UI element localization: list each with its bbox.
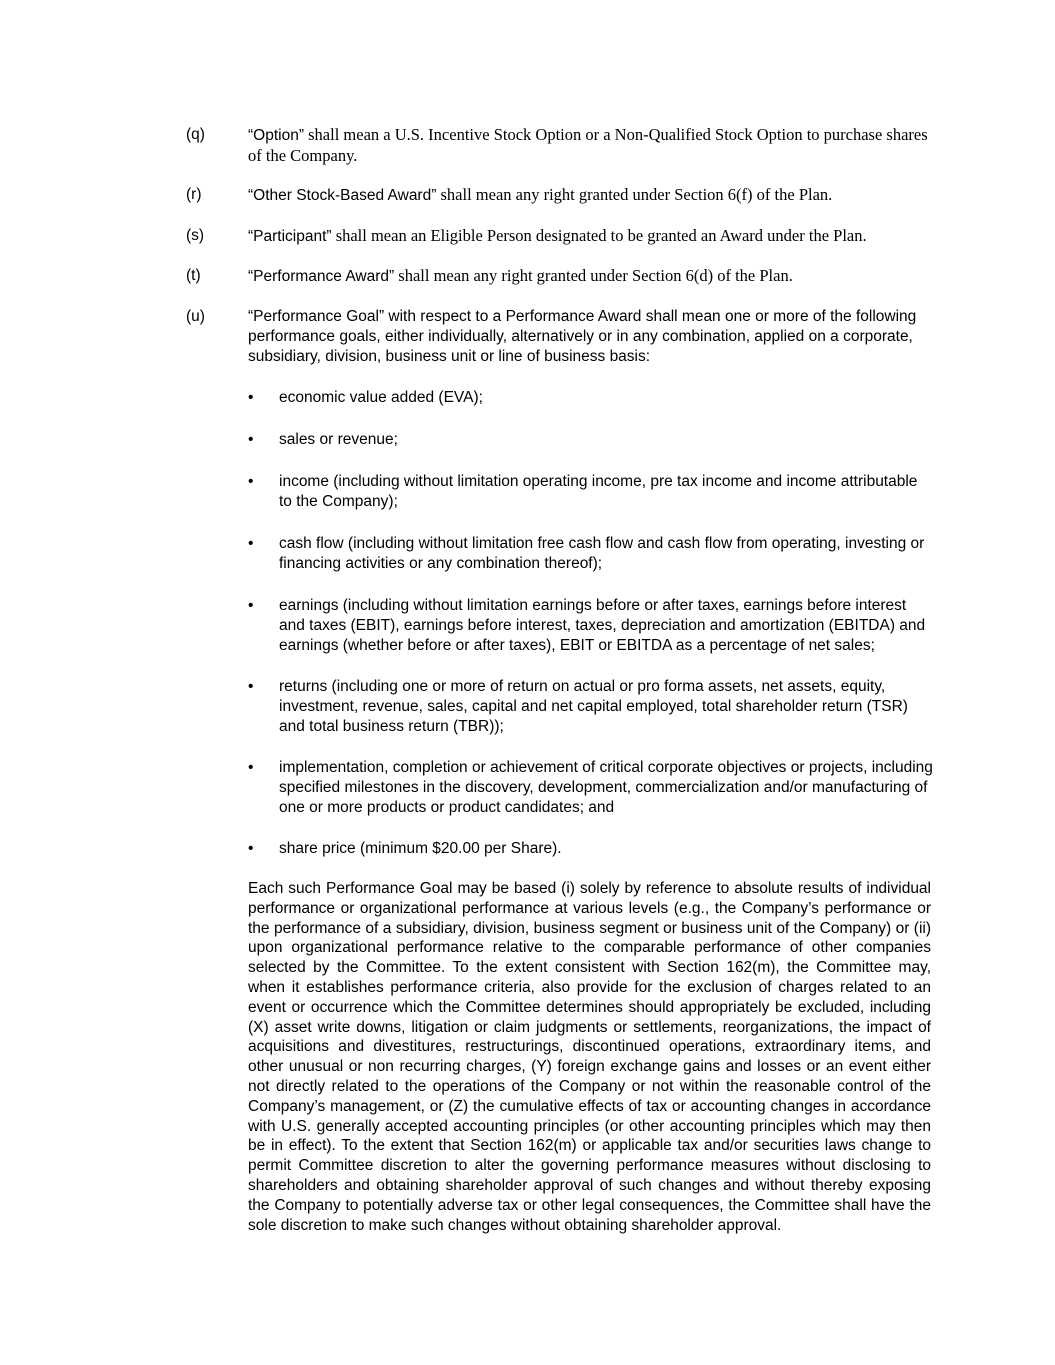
definition-term: “Participant” (248, 228, 332, 245)
definition-label: (q) (186, 126, 205, 143)
bullet-icon: • (248, 678, 254, 695)
bullet-icon: • (248, 535, 254, 552)
list-item-text: cash flow (including without limitation free cash flow and cash flow from operating, investing or financing activities or any combination thereof); (279, 535, 925, 572)
definition-text: shall mean any right granted under Section 6(d) of the Plan. (394, 266, 793, 285)
definition-body (248, 307, 936, 367)
list-item-text: returns (including one or more of return on actual or pro forma assets, net assets, equity, investment, revenue, sales, capital and net capital employed, total shareholder return (TSR) and total business return (TBR)); (279, 678, 908, 735)
definition-term: “Other Stock-Based Award” (248, 187, 437, 204)
bullet-icon: • (248, 840, 254, 857)
list-item-text: implementation, completion or achievement of critical corporate objectives or projects, including specified milestones in the discovery, development, commercialization and/or manufacturing of one or more products or product candidates; and (279, 759, 933, 816)
definition-text: shall mean an Eligible Person designated to be granted an Award under the Plan. (331, 226, 867, 245)
bullet-icon: • (248, 473, 254, 490)
list-item-text: economic value added (EVA); (279, 389, 483, 406)
bullet-icon: • (248, 389, 254, 406)
definition-label: (t) (186, 267, 201, 284)
definition-body (248, 266, 936, 287)
definition-label: (u) (186, 308, 205, 325)
list-item-text: earnings (including without limitation earnings before or after taxes, earnings before interest and taxes (EBIT), earnings before interest, taxes, depreciation and amortization (EBITDA) and earnings (whether before or after taxes), EBIT or EBITDA as a percentage of net sales; (279, 597, 926, 654)
list-item-text: sales or revenue; (279, 431, 398, 448)
definition-body (248, 125, 936, 167)
list-item-text: share price (minimum $20.00 per Share). (279, 840, 562, 857)
definition-label: (r) (186, 186, 202, 203)
definition-body (248, 185, 936, 206)
definition-text: shall mean a U.S. Incentive Stock Option or a Non-Qualified Stock Option to purchase shares of the Company. (248, 125, 928, 165)
definition-body (248, 226, 936, 247)
definition-text: with respect to a Performance Award shall mean one or more of the following performance goals, either individually, alternatively or in any combination, applied on a corporate, subsidiary, division, business unit or line of business basis: (248, 308, 917, 365)
bullet-icon: • (248, 759, 254, 776)
list-item-text: income (including without limitation operating income, pre tax income and income attributable to the Company); (279, 473, 918, 510)
definition-term: “Performance Award” (248, 268, 395, 285)
definition-text: shall mean any right granted under Section 6(f) of the Plan. (436, 185, 833, 204)
definition-term: “Option” (248, 127, 304, 144)
bullet-icon: • (248, 431, 254, 448)
bullet-icon: • (248, 597, 254, 614)
definition-term: “Performance Goal” (248, 308, 385, 325)
definition-label: (s) (186, 227, 205, 244)
performance-goal-paragraph: Each such Performance Goal may be based (i) solely by reference to absolute results of individual performance or organizational performance at various levels (e.g., the Company’s performance or the performance of a subsidiary, division, business segment or business unit of the Company) or (ii) upon organizational performance relative to the comparable performance of other companies selected by the Committee. To the extent consistent with Section 162(m), the Committee may, when it establishes performance criteria, also provide for the exclusion of charges related to an event or occurrence which the Committee determines should appropriately be excluded, including (X) asset write downs, litigation or claim judgments or settlements, reorganizations, the impact of acquisitions and divestitures, restructurings, discontinued operations, extraordinary items, and other unusual or non recurring charges, (Y) foreign exchange gains and losses or an event either not directly related to the operations of the Company or not within the reasonable control of the Company’s management, or (Z) the cumulative effects of tax or accounting changes in accordance with U.S. generally accepted accounting principles (or other accounting principles which may then be in effect). To the extent that Section 162(m) or applicable tax and/or securities laws change to permit Committee discretion to alter the governing performance measures without disclosing to shareholders and obtaining shareholder approval of such changes and without thereby exposing the Company to potentially adverse tax or other legal consequences, the Committee shall have the sole discretion to make such changes without obtaining shareholder approval. (248, 880, 931, 1234)
